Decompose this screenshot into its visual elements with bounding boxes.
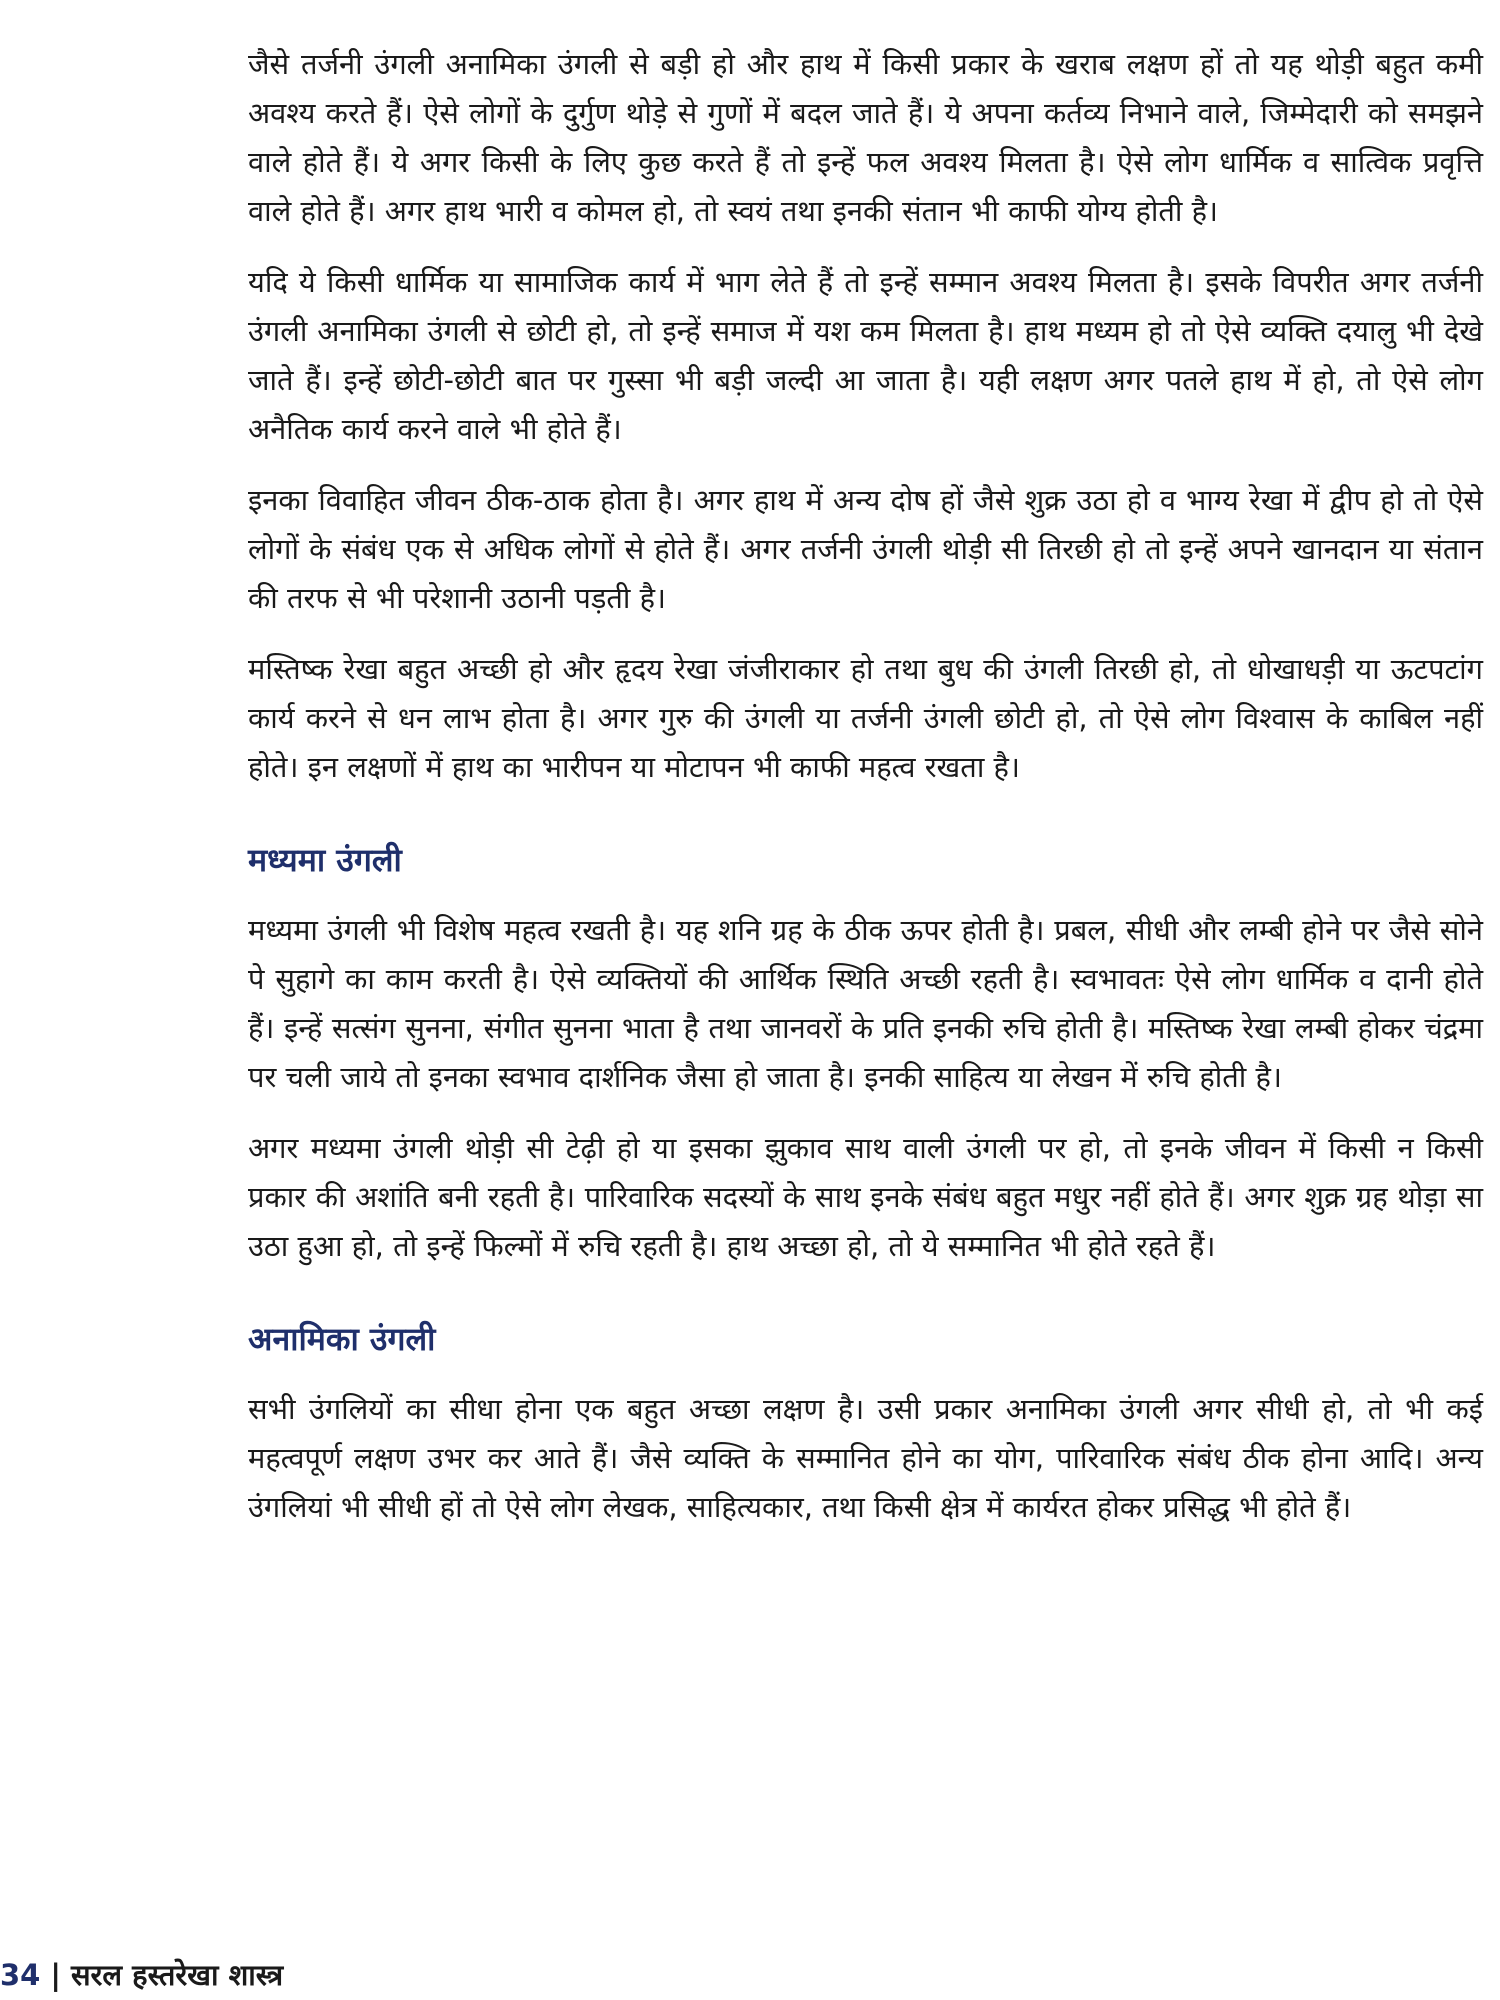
paragraph: मस्तिष्क रेखा बहुत अच्छी हो और हृदय रेखा जंजीराकार हो तथा बुध की उंगली तिरछी हो, तो धोखाधड़ी या ऊटपटांग कार्य करने से धन लाभ होता है। अगर गुरु की उंगली या तर्जनी उंगली छोटी हो, तो ऐसे लोग विश्वास के काबिल नहीं होते। इन लक्षणों में हाथ का भारीपन या मोटापन भी काफी महत्व रखता है। <box>248 652 1483 784</box>
page-content <box>248 40 1483 1554</box>
page-number: 34 <box>0 1958 41 1992</box>
paragraph: सभी उंगलियों का सीधा होना एक बहुत अच्छा लक्षण है। उसी प्रकार अनामिका उंगली अगर सीधी हो, तो भी कई महत्वपूर्ण लक्षण उभर कर आते हैं। जैसे व्यक्ति के सम्मानित होने का योग, पारिवारिक संबंध ठीक होना आदि। अन्य उंगलियां भी सीधी हों तो ऐसे लोग लेखक, साहित्यकार, तथा किसी क्षेत्र में कार्यरत होकर प्रसिद्ध भी होते हैं। <box>248 1392 1483 1524</box>
section-heading-madhyama: मध्यमा उंगली <box>248 841 402 879</box>
book-title: सरल हस्तरेखा शास्त्र <box>70 1958 284 1992</box>
page-footer <box>0 1955 283 1994</box>
footer-separator: | <box>50 1958 61 1992</box>
paragraph: यदि ये किसी धार्मिक या सामाजिक कार्य में भाग लेते हैं तो इन्हें सम्मान अवश्य मिलता है। इसके विपरीत अगर तर्जनी उंगली अनामिका उंगली से छोटी हो, तो इन्हें समाज में यश कम मिलता है। हाथ मध्यम हो तो ऐसे व्यक्ति दयालु भी देखे जाते हैं। इन्हें छोटी-छोटी बात पर गुस्सा भी बड़ी जल्दी आ जाता है। यही लक्षण अगर पतले हाथ में हो, तो ऐसे लोग अनैतिक कार्य करने वाले भी होते हैं। <box>248 265 1483 446</box>
paragraph: इनका विवाहित जीवन ठीक-ठाक होता है। अगर हाथ में अन्य दोष हों जैसे शुक्र उठा हो व भाग्य रेखा में द्वीप हो तो ऐसे लोगों के संबंध एक से अधिक लोगों से होते हैं। अगर तर्जनी उंगली थोड़ी सी तिरछी हो तो इन्हें अपने खानदान या संतान की तरफ से भी परेशानी उठानी पड़ती है। <box>248 483 1483 615</box>
paragraph: अगर मध्यमा उंगली थोड़ी सी टेढ़ी हो या इसका झुकाव साथ वाली उंगली पर हो, तो इनके जीवन में किसी न किसी प्रकार की अशांति बनी रहती है। पारिवारिक सदस्यों के साथ इनके संबंध बहुत मधुर नहीं होते हैं। अगर शुक्र ग्रह थोड़ा सा उठा हुआ हो, तो इन्हें फिल्मों में रुचि रहती है। हाथ अच्छा हो, तो ये सम्मानित भी होते रहते हैं। <box>248 1131 1483 1263</box>
paragraph: मध्यमा उंगली भी विशेष महत्व रखती है। यह शनि ग्रह के ठीक ऊपर होती है। प्रबल, सीधी और लम्बी होने पर जैसे सोने पे सुहागे का काम करती है। ऐसे व्यक्तियों की आर्थिक स्थिति अच्छी रहती है। स्वभावतः ऐसे लोग धार्मिक व दानी होते हैं। इन्हें सत्संग सुनना, संगीत सुनना भाता है तथा जानवरों के प्रति इनकी रुचि होती है। मस्तिष्क रेखा लम्बी होकर चंद्रमा पर चली जाये तो इनका स्वभाव दार्शनिक जैसा हो जाता है। इनकी साहित्य या लेखन में रुचि होती है। <box>248 913 1483 1094</box>
paragraph: जैसे तर्जनी उंगली अनामिका उंगली से बड़ी हो और हाथ में किसी प्रकार के खराब लक्षण हों तो यह थोड़ी बहुत कमी अवश्य करते हैं। ऐसे लोगों के दुर्गुण थोड़े से गुणों में बदल जाते हैं। ये अपना कर्तव्य निभाने वाले, जिम्मेदारी को समझने वाले होते हैं। ये अगर किसी के लिए कुछ करते हैं तो इन्हें फल अवश्य मिलता है। ऐसे लोग धार्मिक व सात्विक प्रवृत्ति वाले होते हैं। अगर हाथ भारी व कोमल हो, तो स्वयं तथा इनकी संतान भी काफी योग्य होती है। <box>248 47 1483 228</box>
section-heading-anamika: अनामिका उंगली <box>248 1320 436 1358</box>
